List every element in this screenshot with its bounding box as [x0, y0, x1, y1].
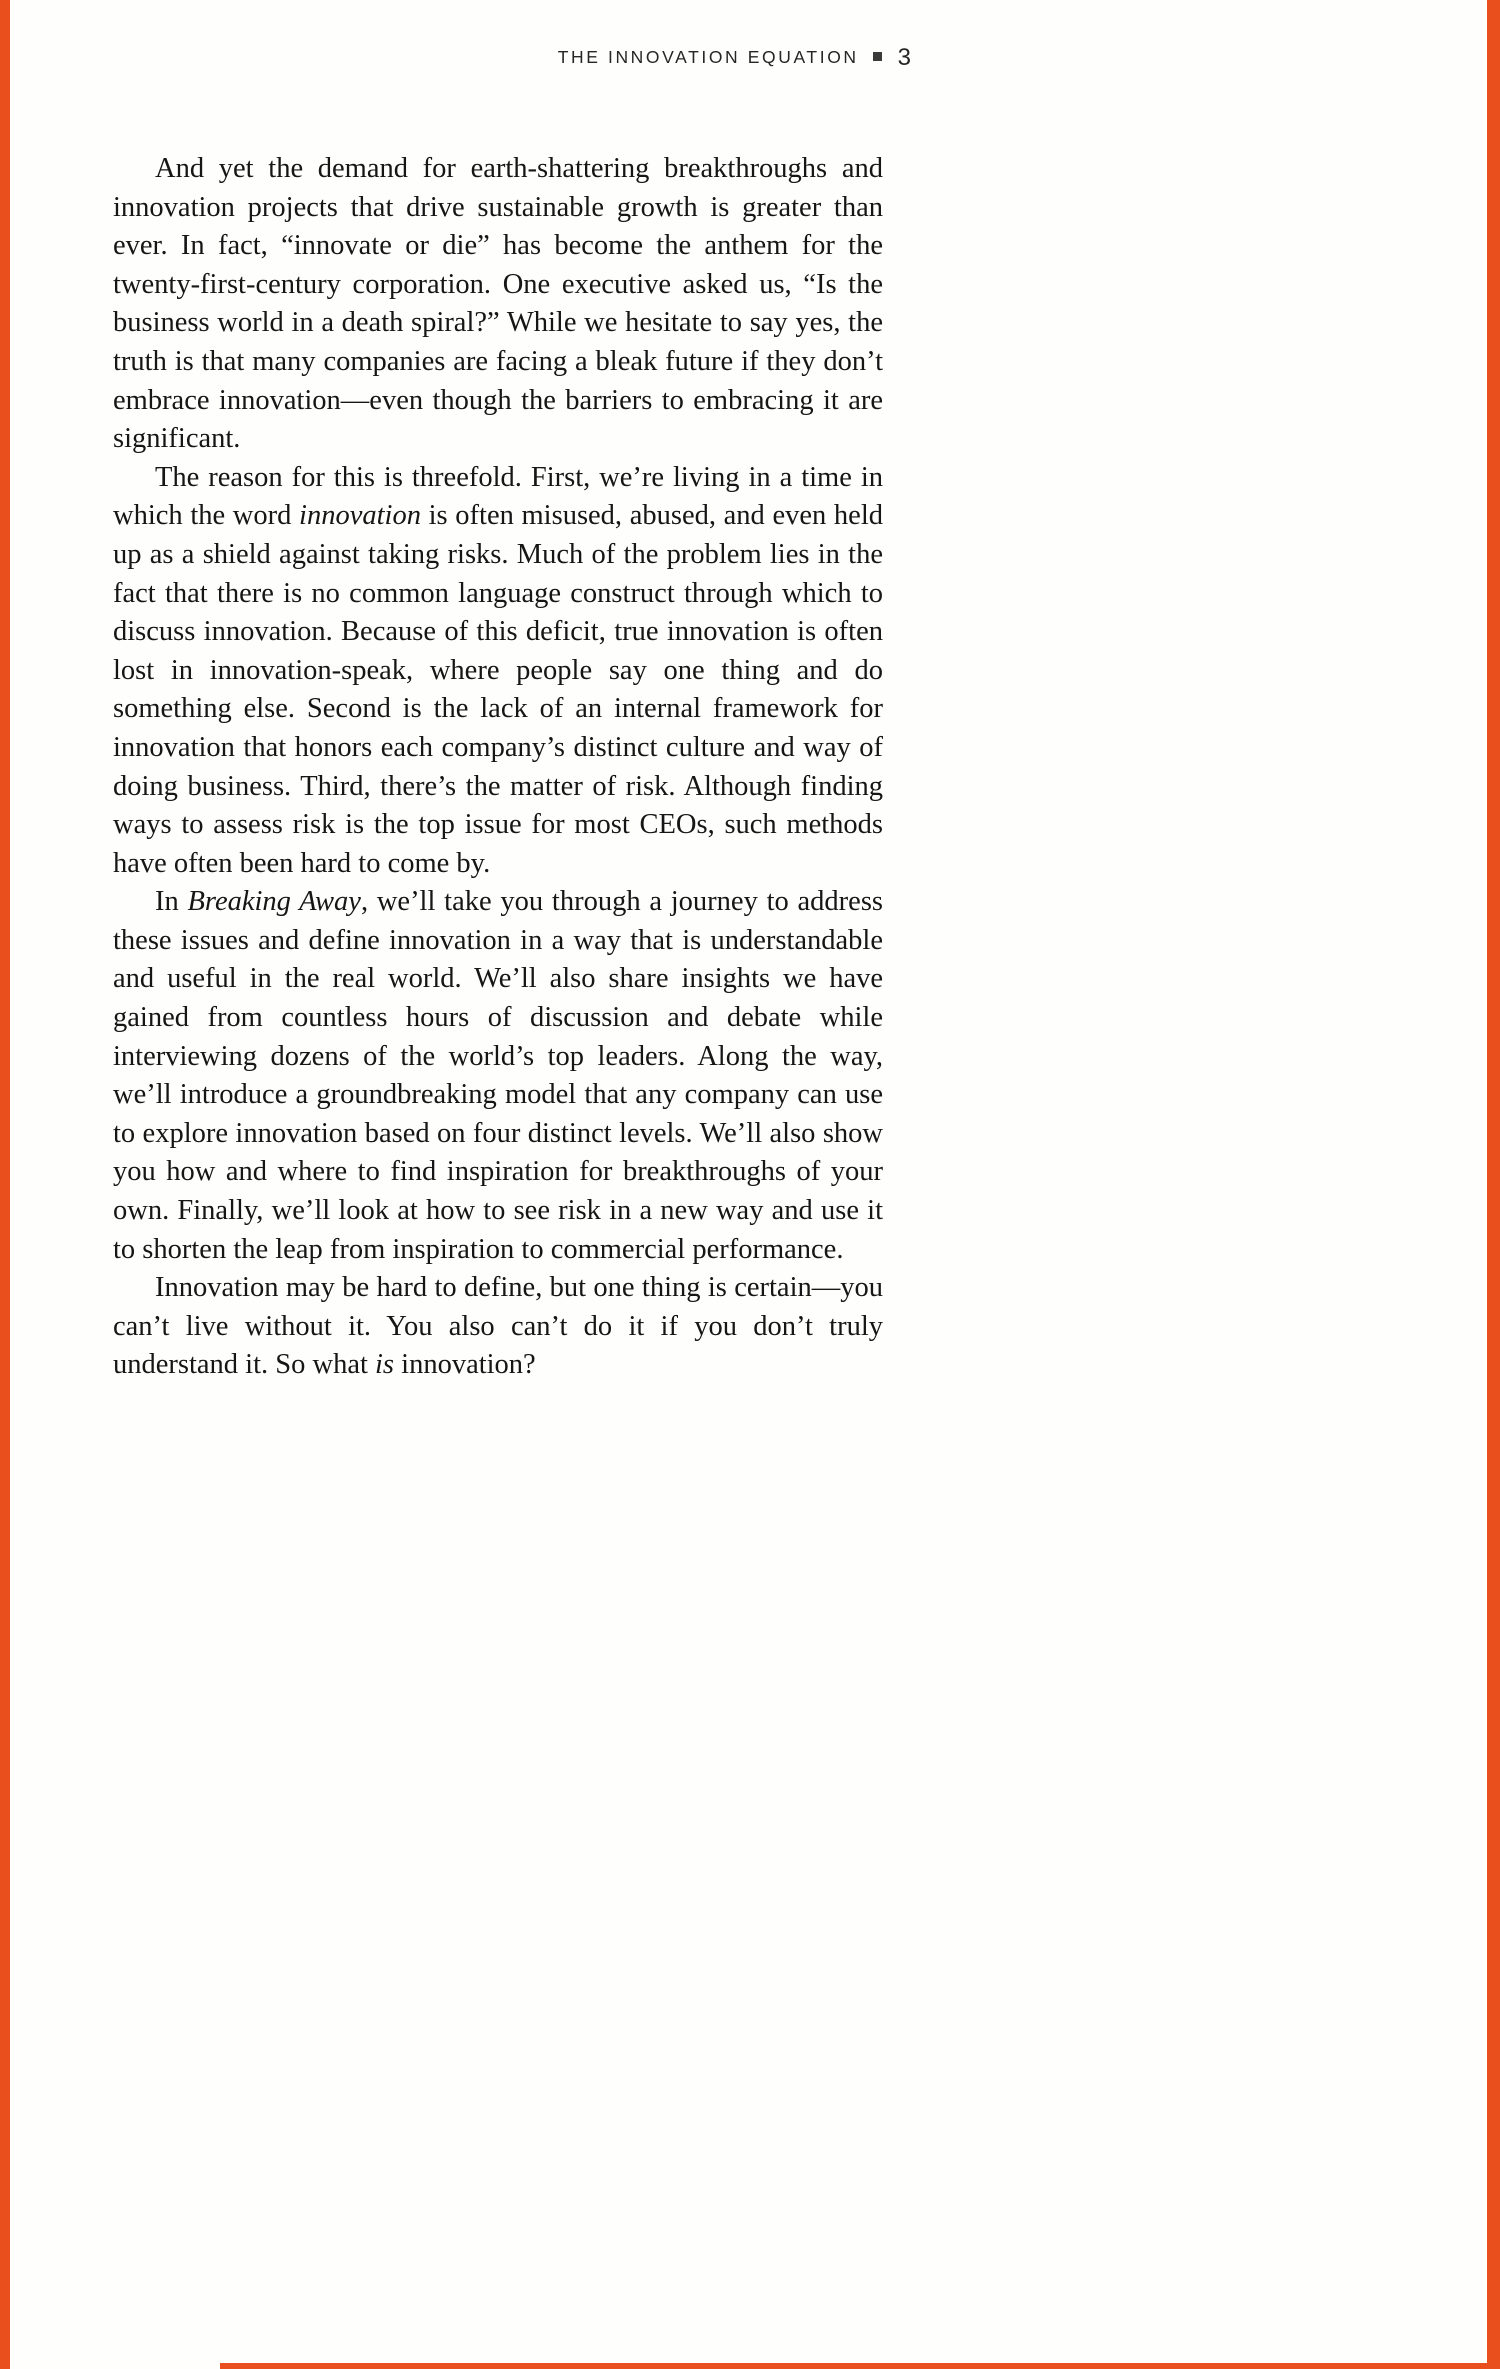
body-text: Innovation may be hard to define, but one thing is certain—you can’t live without it. You also can’t do it if you don’t truly understand it. So what — [113, 1272, 883, 1381]
scan-edge-left — [0, 0, 10, 2369]
body-text: , we’ll take you through a journey to address these issues and define innovation in a way that is understandable and useful in the real world. We’ll also share insights we have gained from countless hours of discussion and debate while interviewing dozens of the world’s top leaders. Along the way, we’ll introduce a groundbreaking model that any company can use to explore innovation based on four distinct levels. We’ll also show you how and where to find inspiration for breakthroughs of your own. Finally, we’ll look at how to see risk in a new way and use it to shorten the leap from inspiration to commercial performance. — [113, 886, 883, 1265]
running-title: THE INNOVATION EQUATION — [557, 47, 859, 67]
page-body — [113, 150, 883, 1385]
paragraph — [113, 459, 883, 884]
page-number: 3 — [897, 44, 912, 71]
body-text: The reason for this is threefold. First, we’re living in a time in which the word — [113, 461, 883, 532]
paragraph — [113, 883, 883, 1269]
italic-text: is — [375, 1349, 395, 1381]
square-bullet-icon — [873, 52, 882, 61]
body-text: innovation? — [394, 1349, 536, 1381]
paragraph — [113, 1269, 883, 1385]
body-text: is often misused, abused, and even held up as a shield against taking risks. Much of the problem lies in the fact that there is no common language construct through which to discuss innovation. Because of this deficit, true innovation is often lost in innovation-speak, where people say one thing and do something else. Second is the lack of an internal framework for innovation that honors each company’s distinct culture and way of doing business. Third, there’s the matter of risk. Although finding ways to assess risk is the top issue for most CEOs, such methods have often been hard to come by. — [113, 500, 883, 879]
italic-text: Breaking Away — [187, 886, 361, 918]
paragraph — [113, 150, 883, 459]
italic-text: innovation — [299, 500, 421, 532]
scan-edge-right — [1487, 0, 1500, 2369]
body-text: In — [155, 886, 188, 918]
body-text: And yet the demand for earth-shattering breakthroughs and innovation projects that drive sustainable growth is greater than ever. In fact, “innovate or die” has become the anthem for the twenty-first-century corporation. One executive asked us, “Is the business world in a death spiral?” While we hesitate to say yes, the truth is that many companies are facing a bleak future if they don’t embrace innovation—even though the barriers to embracing it are significant. — [113, 153, 883, 455]
page-header — [113, 44, 912, 72]
scan-edge-bottom — [220, 2363, 1500, 2369]
